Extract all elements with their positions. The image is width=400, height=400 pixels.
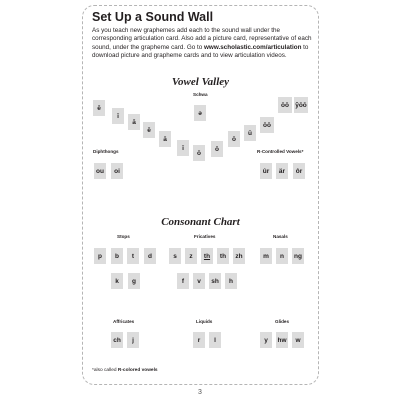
vowel-card-schwa	[194, 105, 206, 121]
intro-text-2: to download picture and grapheme cards and to view articulation videos.	[92, 43, 309, 60]
intro-text-1: As you teach new graphemes add each to the sound wall under the corresponding articulation card. Also add a picture card, representative of each sound, under the grapheme card. Go to	[92, 27, 312, 51]
liquids-label: Liquids	[196, 319, 213, 324]
card-text: v	[197, 277, 201, 285]
consonant-card	[209, 332, 221, 348]
card-text: f	[181, 277, 185, 285]
vowel-card	[193, 145, 205, 161]
card-text: ə	[198, 109, 202, 117]
r-controlled-card	[260, 163, 272, 179]
consonant-card	[260, 248, 272, 264]
consonant-card	[201, 248, 213, 264]
card-text: ĭ	[117, 112, 119, 120]
consonant-chart-heading: Consonant Chart	[161, 216, 240, 228]
card-text: är	[278, 167, 286, 175]
card-text: h	[229, 277, 233, 285]
card-text: m	[263, 252, 269, 260]
vowel-valley-heading: Vowel Valley	[171, 76, 230, 88]
consonant-card	[209, 273, 221, 289]
card-text: ă	[163, 135, 167, 143]
card-text: hw	[277, 336, 287, 344]
consonant-card	[127, 248, 139, 264]
card-text: r	[197, 336, 201, 344]
consonant-card	[128, 273, 140, 289]
card-text: k	[115, 277, 119, 285]
card-text: ng	[294, 252, 302, 260]
consonant-card	[193, 273, 205, 289]
affricates-label: Affricates	[113, 319, 135, 324]
consonant-card	[276, 332, 288, 348]
card-text: th	[219, 252, 227, 260]
card-text: ŏ	[197, 149, 201, 157]
consonant-card	[225, 273, 237, 289]
footnote	[92, 368, 158, 373]
consonant-card	[177, 273, 189, 289]
vowel-card	[228, 131, 240, 147]
card-text: l	[214, 336, 216, 344]
card-text: d	[148, 252, 152, 260]
vowel-card	[128, 114, 140, 130]
card-text: ō	[215, 145, 219, 153]
card-text: b	[115, 252, 119, 260]
vowel-card	[294, 97, 308, 113]
articulation-link[interactable]: www.scholastic.com/articulation	[204, 43, 302, 51]
card-text: th	[203, 252, 211, 260]
card-text: ŏ	[232, 135, 236, 143]
card-text: ĕ	[147, 126, 151, 134]
vowel-card	[278, 97, 292, 113]
card-text: j	[132, 336, 134, 344]
card-text: s	[173, 252, 177, 260]
page-number: 3	[198, 389, 202, 396]
diphthong-card	[111, 163, 123, 179]
vowel-card	[112, 108, 124, 124]
card-text: z	[189, 252, 193, 260]
page-title: Set Up a Sound Wall	[92, 10, 214, 24]
consonant-card	[111, 332, 123, 348]
consonant-card	[233, 248, 245, 264]
card-text: n	[280, 252, 284, 260]
card-text: ôr	[295, 167, 303, 175]
consonant-card	[260, 332, 272, 348]
diphthong-card	[94, 163, 106, 179]
card-text: t	[131, 252, 135, 260]
consonant-card	[185, 248, 197, 264]
card-text: ûr	[262, 167, 270, 175]
vowel-card	[177, 140, 189, 156]
consonant-card	[276, 248, 288, 264]
consonant-card	[127, 332, 139, 348]
r-controlled-card	[293, 163, 305, 179]
card-text: ou	[96, 167, 104, 175]
fricatives-label: Fricatives	[194, 234, 216, 239]
r-controlled-label: R-Controlled Vowels*	[257, 149, 304, 154]
nasals-label: Nasals	[273, 234, 288, 239]
card-text: oi	[114, 167, 120, 175]
card-text: ē	[97, 104, 101, 112]
vowel-card	[93, 100, 105, 116]
consonant-card	[217, 248, 229, 264]
vowel-card	[143, 122, 155, 138]
consonant-card	[111, 273, 123, 289]
card-text: ā	[132, 118, 136, 126]
card-text: ŏŏ	[263, 121, 271, 129]
card-text: zh	[235, 252, 243, 260]
consonant-card	[94, 248, 106, 264]
vowel-card	[159, 131, 171, 147]
glides-label: Glides	[275, 319, 290, 324]
card-text: y	[264, 336, 268, 344]
schwa-label: Schwa	[193, 92, 208, 97]
card-text: ch	[113, 336, 121, 344]
footnote-text: *also called	[92, 368, 118, 373]
r-controlled-card	[276, 163, 288, 179]
card-text: y̆ŏŏ	[295, 101, 307, 109]
diphthongs-label: Diphthongs	[93, 149, 119, 154]
consonant-card	[144, 248, 156, 264]
vowel-card	[244, 125, 256, 141]
card-text: ŏŏ	[281, 101, 289, 109]
consonant-card	[292, 332, 304, 348]
vowel-card	[260, 117, 274, 133]
consonant-card	[111, 248, 123, 264]
card-text: g	[132, 277, 136, 285]
page-frame	[82, 5, 319, 385]
card-text: w	[295, 336, 301, 344]
card-text: ŭ	[248, 129, 252, 137]
card-text: p	[98, 252, 102, 260]
vowel-card	[211, 141, 223, 157]
footnote-bold: R-colored vowels	[117, 368, 158, 373]
stops-label: Stops	[117, 234, 130, 239]
intro-paragraph	[92, 27, 314, 61]
consonant-card	[292, 248, 304, 264]
consonant-card	[193, 332, 205, 348]
card-text: ĭ	[182, 144, 184, 152]
card-text: sh	[211, 277, 219, 285]
consonant-card	[169, 248, 181, 264]
